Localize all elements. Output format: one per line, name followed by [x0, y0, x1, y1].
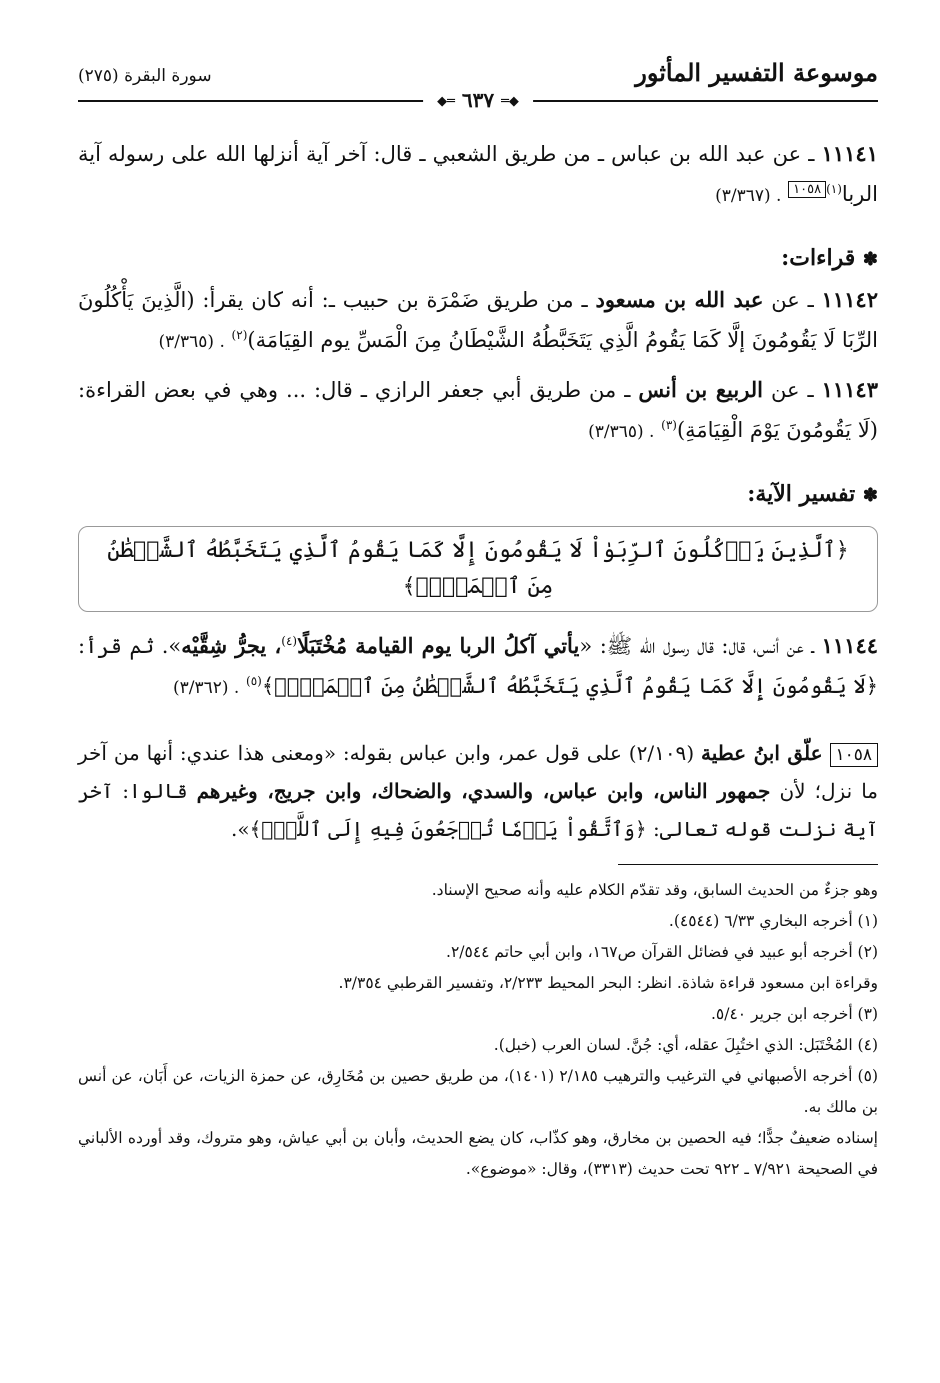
footnotes [78, 875, 878, 1185]
footnote-marker[interactable]: (٣) [661, 418, 677, 432]
entry-11142: ١١١٤٢ ـ عن عبد الله بن مسعود ـ من طريق ضَمْرَة بن حبيب ـ: أنه كان يقرأ: (الَّذِينَ يَأْكُلُونَ الرِّبَا لَا يَقُومُونَ إلَّا كَمَا يَقُومُ الَّذِي يَتَخَبَّطُهُ الشَّيْطَانُ مِنَ الْمَسِّ يوم القِيَامَة)$^{(٢)}$ . (٣/٣٦٥) [78, 287, 878, 352]
ornament-icon: ◆═ [501, 94, 519, 109]
footnote: (٣) أخرجه ابن جرير ٥/٤٠. [710, 1005, 878, 1023]
source-reference: . (٣/٣٦٧) [715, 186, 782, 206]
source-reference: . (٣/٣٦٢) [172, 678, 240, 698]
footnote: (٢) أخرجه أبو عبيد في فضائل القرآن ص١٦٧، وابن أبي حاتم ٢/٥٤٤. [446, 943, 878, 961]
entry-11141: ١١١٤١ ـ عن عبد الله بن عباس ـ من طريق الشعبي ـ قال: آخر آية أنزلها الله على رسوله آية الربا$^{(١)}$١٠٥٨ . (٣/٣٦٧) [78, 141, 878, 206]
narrator-name: الربيع بن أنس [638, 377, 764, 402]
footnote-divider [618, 864, 878, 865]
entry-number: ١١١٤٢ [821, 287, 878, 312]
hadith-text: يأتي آكلُ الربا يوم القيامة مُخْتَبَلًا [297, 633, 580, 658]
page-header [78, 52, 878, 112]
commentary-number-box: ١٠٥٨ [830, 743, 879, 767]
source-reference: . (٣/٣٦٥) [158, 332, 225, 352]
source-reference: . (٣/٣٦٥) [588, 422, 655, 442]
commentary-names: جمهور الناس، وابن عباس، والسدي، والضحاك، وابن جريج، وغيرهم [196, 779, 771, 803]
hadith-text: ، يجرُّ شِقَّيْه [181, 633, 282, 658]
commentary-1058: ١٠٥٨ علّق ابنُ عطية (٢/١٠٩) على قول عمر، وابن عباس بقوله: «ومعنى هذا عندي: أنها من آخر ما نزل؛ لأن جمهور الناس، وابن عباس، والسدي، والضحاك، وابن جريج، وغيرهم قالوا: آخر آية نزلت قوله تعالى: ﴿وَٱتَّقُواْ يَوۡمٗا تُرۡجَعُونَ فِيهِ إِلَى ٱللَّهِۖ﴾». [78, 741, 878, 841]
entry-number: ١١١٤١ [821, 141, 878, 166]
footnote: (٤) المُخْتَبَل: الذي اختُبِلَ عقله، أي: جُنَّ. لسان العرب (خبل). [493, 1036, 878, 1054]
narrator-name: عبد الله بن مسعود [595, 287, 764, 312]
footnote: (١) أخرجه البخاري ٦/٣٣ (٤٥٤٤). [668, 912, 878, 930]
flower-icon: ✽ [862, 249, 878, 270]
section-heading-tafsir: ✽ تفسير الآية: [747, 481, 878, 507]
footnote-marker[interactable]: (٤) [281, 634, 298, 648]
entry-number: ١١١٤٣ [821, 377, 878, 402]
footnote: وقراءة ابن مسعود قراءة شاذة. انظر: البحر المحيط ٢/٢٣٣، وتفسير القرطبي ٣/٣٥٤. [338, 974, 878, 992]
quran-verse: ﴿ٱلَّذِينَ يَأۡكُلُونَ ٱلرِّبَوٰاْ لَا يَقُومُونَ إِلَّا كَمَا يَقُومُ ٱلَّذِي يَتَخَبَّطُهُ ٱلشَّيۡطَٰنُ مِنَ ٱلۡمَسِّۚ﴾ [107, 538, 849, 599]
flower-icon: ✽ [862, 485, 878, 506]
cross-reference-box[interactable]: ١٠٥٨ [788, 181, 826, 198]
footnote-marker[interactable]: (٢) [231, 328, 248, 342]
footnote: (٥) أخرجه الأصبهاني في الترغيب والترهيب ٢/١٨٥ (١٤٠١)، من طريق حصين بن مُخَارِق، عن حمزة الزيات، عن أَبَان، عن أنس بن مالك به. [78, 1067, 878, 1116]
page [78, 52, 878, 1185]
surah-label: سورة البقرة (٢٧٥) [78, 66, 212, 86]
footnote-marker[interactable]: (٥) [246, 674, 262, 688]
page-number: ٦٣٧ [461, 88, 495, 112]
quran-verse-box [78, 526, 878, 612]
footnote: وهو جزءٌ من الحديث السابق، وقد تقدّم الكلام عليه وأنه صحيح الإسناد. [431, 881, 878, 899]
book-title: موسوعة التفسير المأثور [635, 58, 878, 87]
commentary-lead: علّق ابنُ عطية [701, 741, 823, 765]
footnote: إسناده ضعيفٌ جدًّا؛ فيه الحصين بن مخارق، وهو كذّاب، كان يضع الحديث، وأبان بن أبي عياش، وهو متروك، وقد أورده الألباني في الصحيحة ٧/٩٢١ ـ ٩٢٢ تحت حديث (٣٣١٣)، وقال: «موضوع». [78, 1129, 878, 1178]
entry-11144: ١١١٤٤ ـ عن أنس، قال: قال رسول الله ﷺ: «يأتي آكلُ الربا يوم القيامة مُخْتَبَلًا$^{(٤)}$، يجرُّ شِقَّيْه». ثم قرأ: ﴿لَا يَقُومُونَ إِلَّا كَمَا يَقُومُ ٱلَّذِي يَتَخَبَّطُهُ ٱلشَّيۡطَٰنُ مِنَ ٱلۡمَسِّۚ﴾$^{(٥)}$ . (٣/٣٦٢) [78, 633, 879, 698]
ornament-icon: ═◆ [437, 94, 455, 109]
entry-11143: ١١١٤٣ ـ عن الربيع بن أنس ـ من طريق أبي جعفر الرازي ـ قال: ... وهي في بعض القراءة: (لَا يَقُومُونَ يَوْمَ الْقِيَامَةِ)$^{(٣)}$ . (٣/٣٦٥) [78, 377, 878, 442]
verse-range: (٢٧٥) [78, 66, 119, 86]
section-heading-qiraat: ✽ قراءات: [781, 245, 878, 271]
footnote-marker[interactable]: (١) [826, 182, 842, 196]
entry-number: ١١١٤٤ [821, 633, 879, 658]
page-number-box [423, 88, 533, 112]
